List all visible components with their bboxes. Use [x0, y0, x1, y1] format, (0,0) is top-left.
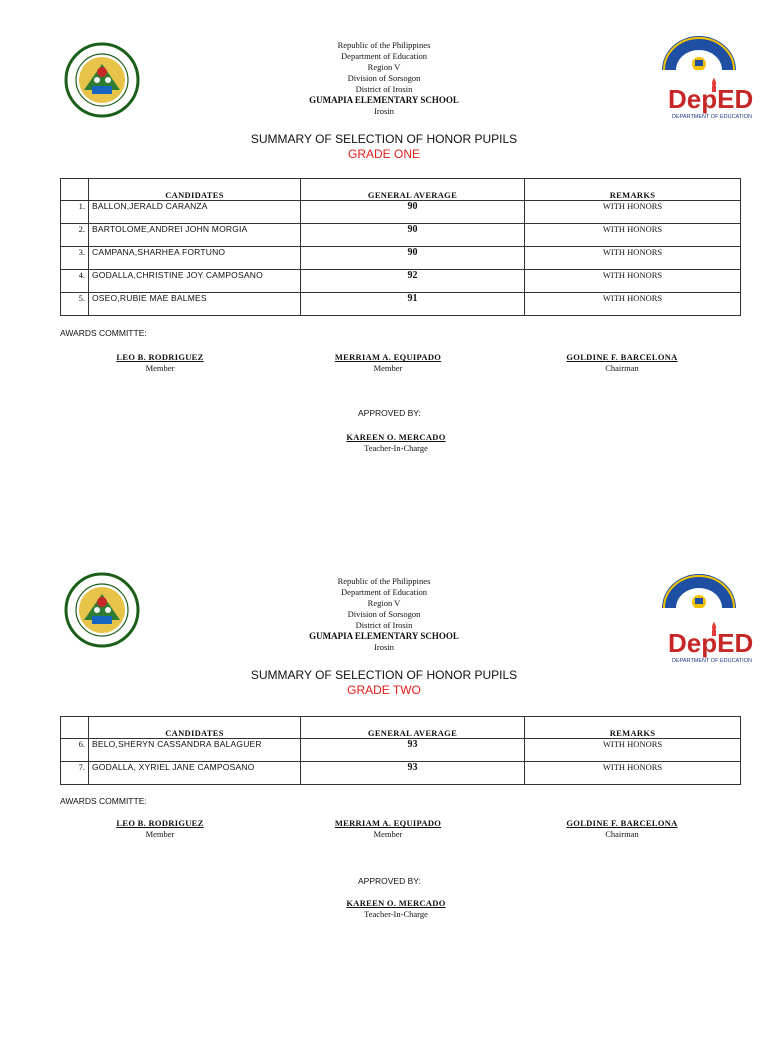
- row-number: 3.: [61, 247, 89, 270]
- school-name: GUMAPIA ELEMENTARY SCHOOL: [309, 95, 459, 105]
- header-line: Republic of the Philippines: [337, 40, 431, 50]
- signer-member-2: [298, 352, 478, 374]
- row-number: 4.: [61, 270, 89, 293]
- school-town: Irosin: [374, 106, 394, 116]
- candidate-name: GODALLA, XYRIEL JANE CAMPOSANO: [89, 762, 301, 785]
- approver: [306, 432, 486, 454]
- table-row: [61, 201, 741, 224]
- signer-name: MERRIAM A. EQUIPADO: [334, 352, 442, 362]
- school-town: Irosin: [374, 642, 394, 652]
- table-row: [61, 270, 741, 293]
- deped-logo-icon: [664, 76, 764, 120]
- table-row: [61, 739, 741, 762]
- division-seal-icon: [64, 42, 140, 118]
- table-row: [61, 293, 741, 316]
- grade-title: GRADE TWO: [347, 683, 421, 697]
- remarks: WITH HONORS: [525, 293, 741, 316]
- summary-title: [160, 668, 608, 698]
- header-line: District of Irosin: [355, 84, 413, 94]
- signer-member-1: [70, 352, 250, 374]
- summary-heading: SUMMARY OF SELECTION OF HONOR PUPILS: [250, 668, 518, 682]
- candidate-name: OSEO,RUBIE MAE BALMES: [89, 293, 301, 316]
- approver-role: Teacher-In-Charge: [364, 443, 428, 453]
- signer-role: Member: [373, 829, 403, 839]
- approver-role: Teacher-In-Charge: [364, 909, 428, 919]
- deped-logo-icon: [664, 620, 764, 664]
- table-header-candidates: CANDIDATES: [89, 179, 301, 201]
- table-header-average: GENERAL AVERAGE: [301, 179, 525, 201]
- row-number: 6.: [61, 739, 89, 762]
- signer-chairman: [532, 352, 712, 374]
- letterhead: [234, 576, 534, 653]
- division-seal-icon: [64, 572, 140, 648]
- table-row: [61, 247, 741, 270]
- candidate-name: BELO,SHERYN CASSANDRA BALAGUER: [89, 739, 301, 762]
- header-line: Division of Sorsogon: [347, 73, 421, 83]
- signer-member-1: [70, 818, 250, 840]
- signer-chairman: [532, 818, 712, 840]
- table-header-remarks: REMARKS: [525, 179, 741, 201]
- school-badge-icon: [658, 572, 740, 608]
- header-line: Republic of the Philippines: [337, 576, 431, 586]
- table-row: [61, 762, 741, 785]
- remarks: WITH HONORS: [525, 762, 741, 785]
- signer-role: Chairman: [605, 363, 639, 373]
- signer-name: MERRIAM A. EQUIPADO: [334, 818, 442, 828]
- honor-table: [60, 178, 741, 316]
- candidate-name: BARTOLOME,ANDREI JOHN MORGIA: [89, 224, 301, 247]
- remarks: WITH HONORS: [525, 201, 741, 224]
- approved-by-label: APPROVED BY:: [358, 876, 421, 886]
- header-line: Department of Education: [341, 51, 427, 61]
- signer-name: LEO B. RODRIGUEZ: [116, 818, 204, 828]
- general-average: 90: [301, 247, 525, 270]
- remarks: WITH HONORS: [525, 739, 741, 762]
- header-line: Region V: [367, 598, 401, 608]
- signer-role: Member: [373, 363, 403, 373]
- row-number: 2.: [61, 224, 89, 247]
- general-average: 93: [301, 739, 525, 762]
- honor-table: [60, 716, 741, 785]
- remarks: WITH HONORS: [525, 247, 741, 270]
- signer-name: LEO B. RODRIGUEZ: [116, 352, 204, 362]
- table-header-remarks: REMARKS: [525, 717, 741, 739]
- general-average: 90: [301, 201, 525, 224]
- candidate-name: BALLON,JERALD CARANZA: [89, 201, 301, 224]
- table-row: [61, 224, 741, 247]
- grade-one-section: [0, 30, 768, 500]
- row-number: 1.: [61, 201, 89, 224]
- school-name: GUMAPIA ELEMENTARY SCHOOL: [309, 631, 459, 641]
- table-header-average: GENERAL AVERAGE: [301, 717, 525, 739]
- deped-wordmark: DepED: [668, 84, 754, 114]
- general-average: 92: [301, 270, 525, 293]
- general-average: 93: [301, 762, 525, 785]
- signer-role: Member: [145, 829, 175, 839]
- candidate-name: CAMPANA,SHARHEA FORTUNO: [89, 247, 301, 270]
- remarks: WITH HONORS: [525, 224, 741, 247]
- general-average: 91: [301, 293, 525, 316]
- awards-committee-label: AWARDS COMMITTE:: [60, 796, 147, 806]
- school-badge-icon: [658, 34, 740, 70]
- signer-member-2: [298, 818, 478, 840]
- table-header-candidates: CANDIDATES: [89, 717, 301, 739]
- summary-title: [160, 132, 608, 162]
- deped-subtitle: DEPARTMENT OF EDUCATION: [672, 658, 752, 664]
- signer-name: GOLDINE F. BARCELONA: [566, 352, 678, 362]
- approved-by-label: APPROVED BY:: [358, 408, 421, 418]
- awards-committee-label: AWARDS COMMITTE:: [60, 328, 147, 338]
- signer-role: Member: [145, 363, 175, 373]
- grade-title: GRADE ONE: [347, 147, 420, 161]
- general-average: 90: [301, 224, 525, 247]
- grade-two-section: [0, 568, 768, 1038]
- header-line: Region V: [367, 62, 401, 72]
- row-number: 5.: [61, 293, 89, 316]
- header-line: District of Irosin: [355, 620, 413, 630]
- approver: [306, 898, 486, 920]
- approver-name: KAREEN O. MERCADO: [346, 898, 446, 908]
- signer-name: GOLDINE F. BARCELONA: [566, 818, 678, 828]
- letterhead: [234, 40, 534, 117]
- table-header-num: [61, 179, 89, 201]
- table-header-num: [61, 717, 89, 739]
- header-line: Division of Sorsogon: [347, 609, 421, 619]
- row-number: 7.: [61, 762, 89, 785]
- remarks: WITH HONORS: [525, 270, 741, 293]
- summary-heading: SUMMARY OF SELECTION OF HONOR PUPILS: [250, 132, 518, 146]
- approver-name: KAREEN O. MERCADO: [346, 432, 446, 442]
- header-line: Department of Education: [341, 587, 427, 597]
- deped-subtitle: DEPARTMENT OF EDUCATION: [672, 114, 752, 120]
- candidate-name: GODALLA,CHRISTINE JOY CAMPOSANO: [89, 270, 301, 293]
- signer-role: Chairman: [605, 829, 639, 839]
- deped-wordmark: DepED: [668, 628, 754, 658]
